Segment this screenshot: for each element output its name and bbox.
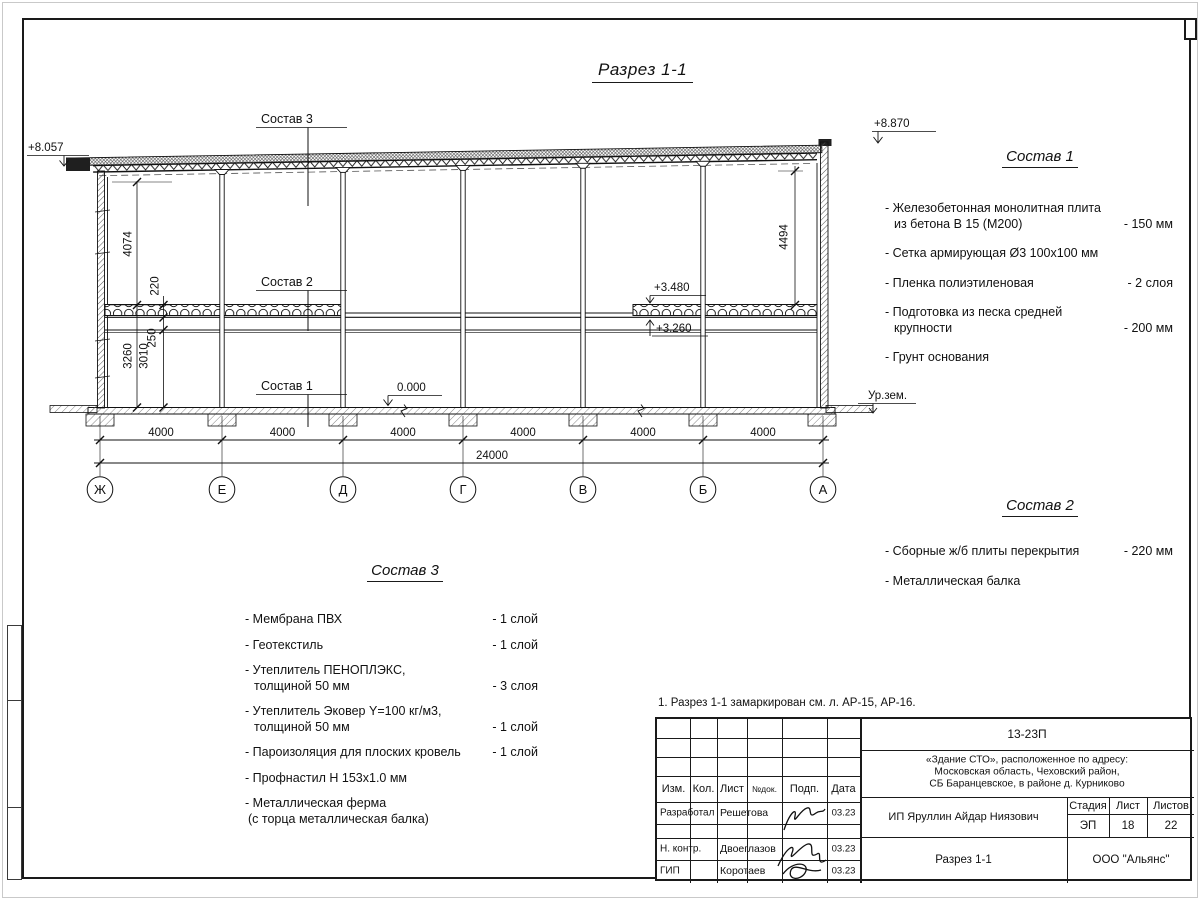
elevation-value: +3.260 bbox=[656, 323, 692, 335]
spec-item-value: - 150 мм bbox=[1123, 216, 1173, 231]
tb-col-list: Лист bbox=[720, 783, 744, 795]
axis-label: В bbox=[578, 482, 588, 497]
spec-item-text: толщиной 50 мм bbox=[254, 678, 350, 693]
spec-item bbox=[245, 612, 538, 628]
slab-band-right bbox=[633, 305, 817, 316]
tb-date: 03.23 bbox=[831, 865, 856, 877]
axis-label: Д bbox=[338, 482, 348, 497]
left-vertical-dimension-labels bbox=[123, 231, 162, 369]
spec-item-text: - Железобетонная монолитная плита bbox=[885, 201, 1101, 215]
axis-label: Г bbox=[459, 482, 467, 497]
dim-total-label: 24000 bbox=[476, 450, 508, 462]
dim-span-label: 4000 bbox=[390, 427, 416, 439]
tb-sheet-value: 18 bbox=[1121, 819, 1135, 832]
spec-item-text: крупности bbox=[894, 320, 953, 335]
column bbox=[696, 161, 710, 407]
dim-span-label: 4000 bbox=[750, 427, 776, 439]
column bbox=[336, 167, 350, 407]
spec-item-text: - Утеплитель Эковер Y=100 кг/м3, bbox=[245, 704, 442, 718]
dim-3260-label: 3260 bbox=[122, 343, 135, 369]
spec-item-text: (с торца металлическая балка) bbox=[248, 811, 429, 826]
spec-item-text: - Металлическая ферма bbox=[245, 796, 387, 810]
spec-item-value: - 2 слоя bbox=[1127, 275, 1173, 290]
tb-sheets-label: Листов bbox=[1153, 799, 1189, 812]
spec-item-text: - Профнастил Н 153х1.0 мм bbox=[245, 770, 408, 785]
spec-item-text: из бетона В 15 (М200) bbox=[894, 216, 1023, 231]
spec-item bbox=[245, 745, 538, 761]
sostav1-heading: Состав 1 bbox=[960, 148, 1120, 168]
elevation-slab-top bbox=[646, 282, 706, 303]
tb-col-kol: Кол. bbox=[692, 783, 715, 795]
foundation-pads bbox=[86, 414, 836, 426]
drawing-note: 1. Разрез 1-1 замаркирован см. л. АР-15, АР-16. bbox=[658, 697, 916, 709]
spec-item-value: - 200 мм bbox=[1123, 320, 1173, 335]
tb-col-podp: Подп. bbox=[789, 783, 820, 795]
spec-item bbox=[885, 246, 1173, 262]
right-apron bbox=[826, 406, 873, 413]
spec-item-text: - Сборные ж/б плиты перекрытия bbox=[885, 544, 1080, 558]
column bbox=[576, 163, 590, 407]
dim-span-label: 4000 bbox=[269, 427, 296, 439]
leader-label: Состав 3 bbox=[261, 112, 313, 126]
spec-item-text: - Сетка армирующая Ø3 100х100 мм bbox=[885, 246, 1099, 260]
tb-col-data: Дата bbox=[831, 783, 856, 795]
axis-label: Ж bbox=[93, 482, 107, 497]
spec-item-value: - 1 слой bbox=[492, 745, 538, 759]
left-wall bbox=[95, 171, 110, 408]
spec-item-text: - Металлическая балка bbox=[885, 573, 1021, 588]
spec-item bbox=[885, 305, 1173, 336]
tb-name: Решетова bbox=[720, 807, 769, 819]
dim-span-label: 4000 bbox=[630, 427, 656, 439]
page-title: Разрез 1-1 bbox=[592, 60, 693, 83]
tb-date: 03.23 bbox=[831, 843, 856, 855]
axis-bubble bbox=[810, 477, 836, 503]
spec-item-text: толщиной 50 мм bbox=[254, 719, 350, 734]
axis-label: Б bbox=[698, 482, 708, 497]
spec-item-text: - Грунт основания bbox=[885, 350, 990, 364]
axis-bubble bbox=[570, 477, 596, 503]
tb-col-izm: Изм. bbox=[661, 783, 686, 795]
axis-label: А bbox=[818, 482, 828, 497]
tb-col-ndoc: №док. bbox=[752, 784, 777, 794]
axis-bubble bbox=[330, 477, 356, 503]
tb-project-line: СБ Баранцевское, в районе д. Курниково bbox=[929, 778, 1125, 790]
slab-band-left bbox=[105, 305, 345, 316]
left-vertical-dimensions bbox=[110, 178, 172, 412]
sostav3-list bbox=[245, 612, 538, 827]
tb-date: 03.23 bbox=[831, 807, 856, 819]
axis-label: Е bbox=[217, 482, 227, 497]
title-block bbox=[655, 717, 1192, 881]
spec-item bbox=[885, 201, 1173, 232]
tb-project-line: «Здание СТО», расположенное по адресу: bbox=[925, 754, 1129, 766]
axis-bubble bbox=[209, 477, 235, 503]
column bbox=[456, 165, 470, 407]
elevation-value: 0.000 bbox=[397, 382, 426, 394]
dim-span-label: 4000 bbox=[148, 427, 174, 439]
sostav1-list bbox=[885, 201, 1173, 366]
elevation-right-top bbox=[872, 118, 936, 143]
leader-label: Состав 2 bbox=[261, 275, 313, 289]
dim-250-label: 250 bbox=[146, 328, 159, 348]
spec-item-value: - 3 слоя bbox=[492, 678, 538, 693]
tb-client: ИП Яруллин Айдар Ниязович bbox=[888, 811, 1039, 823]
foundation-pad bbox=[808, 414, 836, 426]
sostav3-heading: Состав 3 bbox=[325, 562, 485, 582]
leader-sostav2 bbox=[256, 275, 347, 331]
signature-scribble bbox=[775, 838, 833, 882]
spec-item-value: - 1 слой bbox=[492, 612, 538, 626]
tb-sheet-title: Разрез 1-1 bbox=[935, 854, 992, 866]
sostav2-list bbox=[885, 544, 1173, 589]
spec-item-value: - 1 слой bbox=[492, 637, 538, 652]
spec-item-text: - Геотекстиль bbox=[245, 637, 324, 652]
roof-assembly bbox=[75, 145, 822, 176]
elevation-zero bbox=[384, 382, 443, 406]
tb-doc-number: 13-23П bbox=[1007, 727, 1047, 741]
elevation-slab-bottom bbox=[646, 320, 708, 336]
dim-4494-label: 4494 bbox=[778, 224, 791, 250]
dim-span-label: 4000 bbox=[510, 427, 536, 439]
spec-item bbox=[885, 350, 1173, 366]
spec-item-text: - Утеплитель ПЕНОПЛЭКС, bbox=[245, 663, 406, 677]
spec-item bbox=[245, 704, 538, 735]
spec-item bbox=[245, 638, 538, 654]
dim-3010-label: 3010 bbox=[138, 343, 151, 369]
elevation-value: +8.057 bbox=[28, 142, 64, 154]
spec-item bbox=[885, 574, 1173, 590]
tb-role: ГИП bbox=[660, 865, 680, 877]
roof-left-parapet bbox=[66, 158, 90, 172]
tb-sheets-value: 22 bbox=[1164, 819, 1178, 832]
tb-stage-label: Стадия bbox=[1069, 799, 1107, 812]
axis-bubble bbox=[450, 477, 476, 503]
tb-role: Н. контр. bbox=[660, 843, 702, 855]
leader-label: Состав 1 bbox=[261, 379, 313, 393]
spec-item bbox=[245, 771, 538, 787]
span-dimension-labels bbox=[148, 427, 776, 462]
dim-4074-label: 4074 bbox=[122, 231, 135, 257]
signature-scribble bbox=[780, 800, 828, 840]
spec-item-text: - Подготовка из песка средней bbox=[885, 305, 1063, 319]
right-wall bbox=[817, 142, 828, 408]
column bbox=[215, 170, 229, 408]
dim-220-label: 220 bbox=[149, 276, 162, 296]
axis-bubble bbox=[690, 477, 716, 503]
tb-name: Коротаев bbox=[720, 865, 766, 877]
tb-company: ООО "Альянс" bbox=[1092, 854, 1170, 866]
spec-item bbox=[245, 663, 538, 694]
axis-bubble bbox=[87, 477, 113, 503]
spec-item bbox=[245, 796, 538, 827]
spec-item bbox=[885, 276, 1173, 292]
spec-item-text: - Мембрана ПВХ bbox=[245, 612, 343, 626]
axis-bubbles bbox=[87, 477, 836, 503]
elevation-value: +8.870 bbox=[874, 118, 910, 130]
spec-item bbox=[885, 544, 1173, 560]
sostav2-heading: Состав 2 bbox=[960, 497, 1120, 517]
left-apron bbox=[50, 406, 97, 413]
tb-role: Разработал bbox=[660, 807, 715, 819]
tb-name: Двоеглазов bbox=[720, 843, 776, 855]
spec-item-value: - 220 мм bbox=[1123, 544, 1173, 558]
spec-item-text: - Пленка полиэтиленовая bbox=[885, 275, 1034, 290]
spec-item-value: - 1 слой bbox=[492, 719, 538, 734]
tb-sheet-label: Лист bbox=[1116, 799, 1140, 812]
elevation-value: +3.480 bbox=[654, 282, 690, 294]
tb-stage-value: ЭП bbox=[1079, 819, 1097, 832]
spec-item-text: - Пароизоляция для плоских кровель bbox=[245, 745, 461, 759]
ground-level-label: Ур.зем. bbox=[868, 390, 908, 402]
tb-project-line: Московская область, Чеховский район, bbox=[934, 766, 1120, 778]
